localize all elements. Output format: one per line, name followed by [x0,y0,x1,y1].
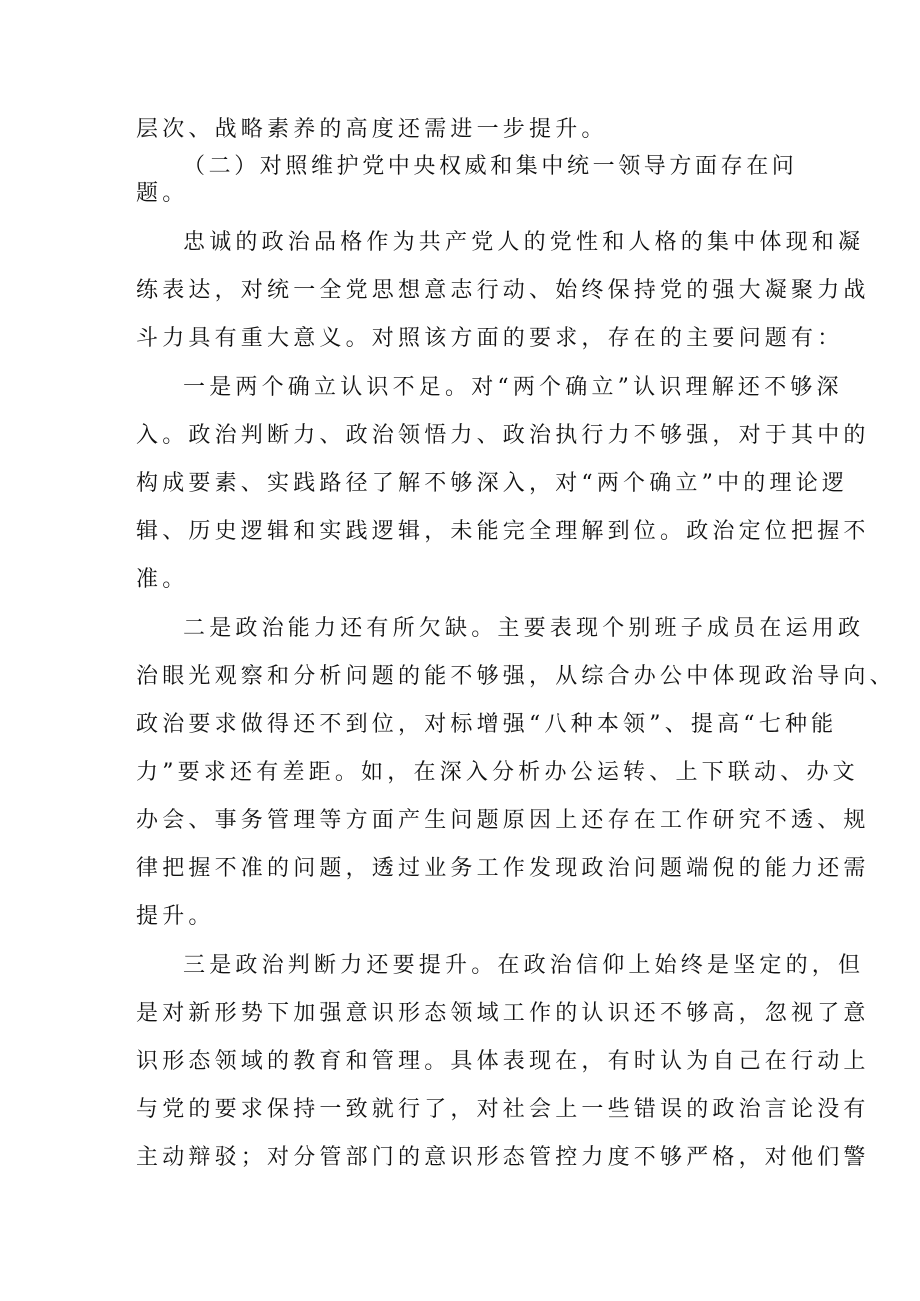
text-line: 斗力具有重大意义。对照该方面的要求，存在的主要问题有： [136,326,844,351]
text-line: 主动辩驳；对分管部门的意识形态管控力度不够严格，对他们警 [136,1145,870,1170]
section-heading-continued: 题。 [136,181,189,206]
text-line: 层次、战略素养的高度还需进一步提升。 [136,117,608,142]
text-line: 力”要求还有差距。如，在深入分析办公运转、上下联动、办文 [136,760,859,785]
text-line: 二是政治能力还有所欠缺。主要表现个别班子成员在运用政 [183,616,865,641]
text-line: 是对新形势下加强意识形态领域工作的认识还不够高，忽视了意 [136,1001,870,1026]
text-line: 准。 [136,567,189,592]
text-line: 提升。 [136,904,215,929]
text-line: 政治要求做得还不到位，对标增强“八种本领”、提高“七种能 [136,712,838,737]
text-line: 构成要素、实践路径了解不够深入，对“两个确立”中的理论逻 [136,471,849,496]
text-line: 入。政治判断力、政治领悟力、政治执行力不够强，对于其中的 [136,423,870,448]
text-line: 与党的要求保持一致就行了，对社会上一些错误的政治言论没有 [136,1097,870,1122]
text-line: 练表达，对统一全党思想意志行动、始终保持党的强大凝聚力战 [136,278,870,303]
text-line: 忠诚的政治品格作为共产党人的党性和人格的集中体现和凝 [183,230,865,255]
section-heading: （二）对照维护党中央权威和集中统一领导方面存在问 [183,154,798,179]
text-line: 识形态领域的教育和管理。具体表现在，有时认为自己在行动上 [136,1049,870,1074]
text-line: 三是政治判断力还要提升。在政治信仰上始终是坚定的，但 [183,953,865,978]
text-line: 律把握不准的问题，透过业务工作发现政治问题端倪的能力还需 [136,856,870,881]
text-line: 辑、历史逻辑和实践逻辑，未能完全理解到位。政治定位把握不 [136,519,870,544]
text-line: 治眼光观察和分析问题的能不够强，从综合办公中体现政治导向、 [136,664,896,689]
text-line: 一是两个确立认识不足。对“两个确立”认识理解还不够深 [183,375,843,400]
text-line: 办会、事务管理等方面产生问题原因上还存在工作研究不透、规 [136,808,870,833]
